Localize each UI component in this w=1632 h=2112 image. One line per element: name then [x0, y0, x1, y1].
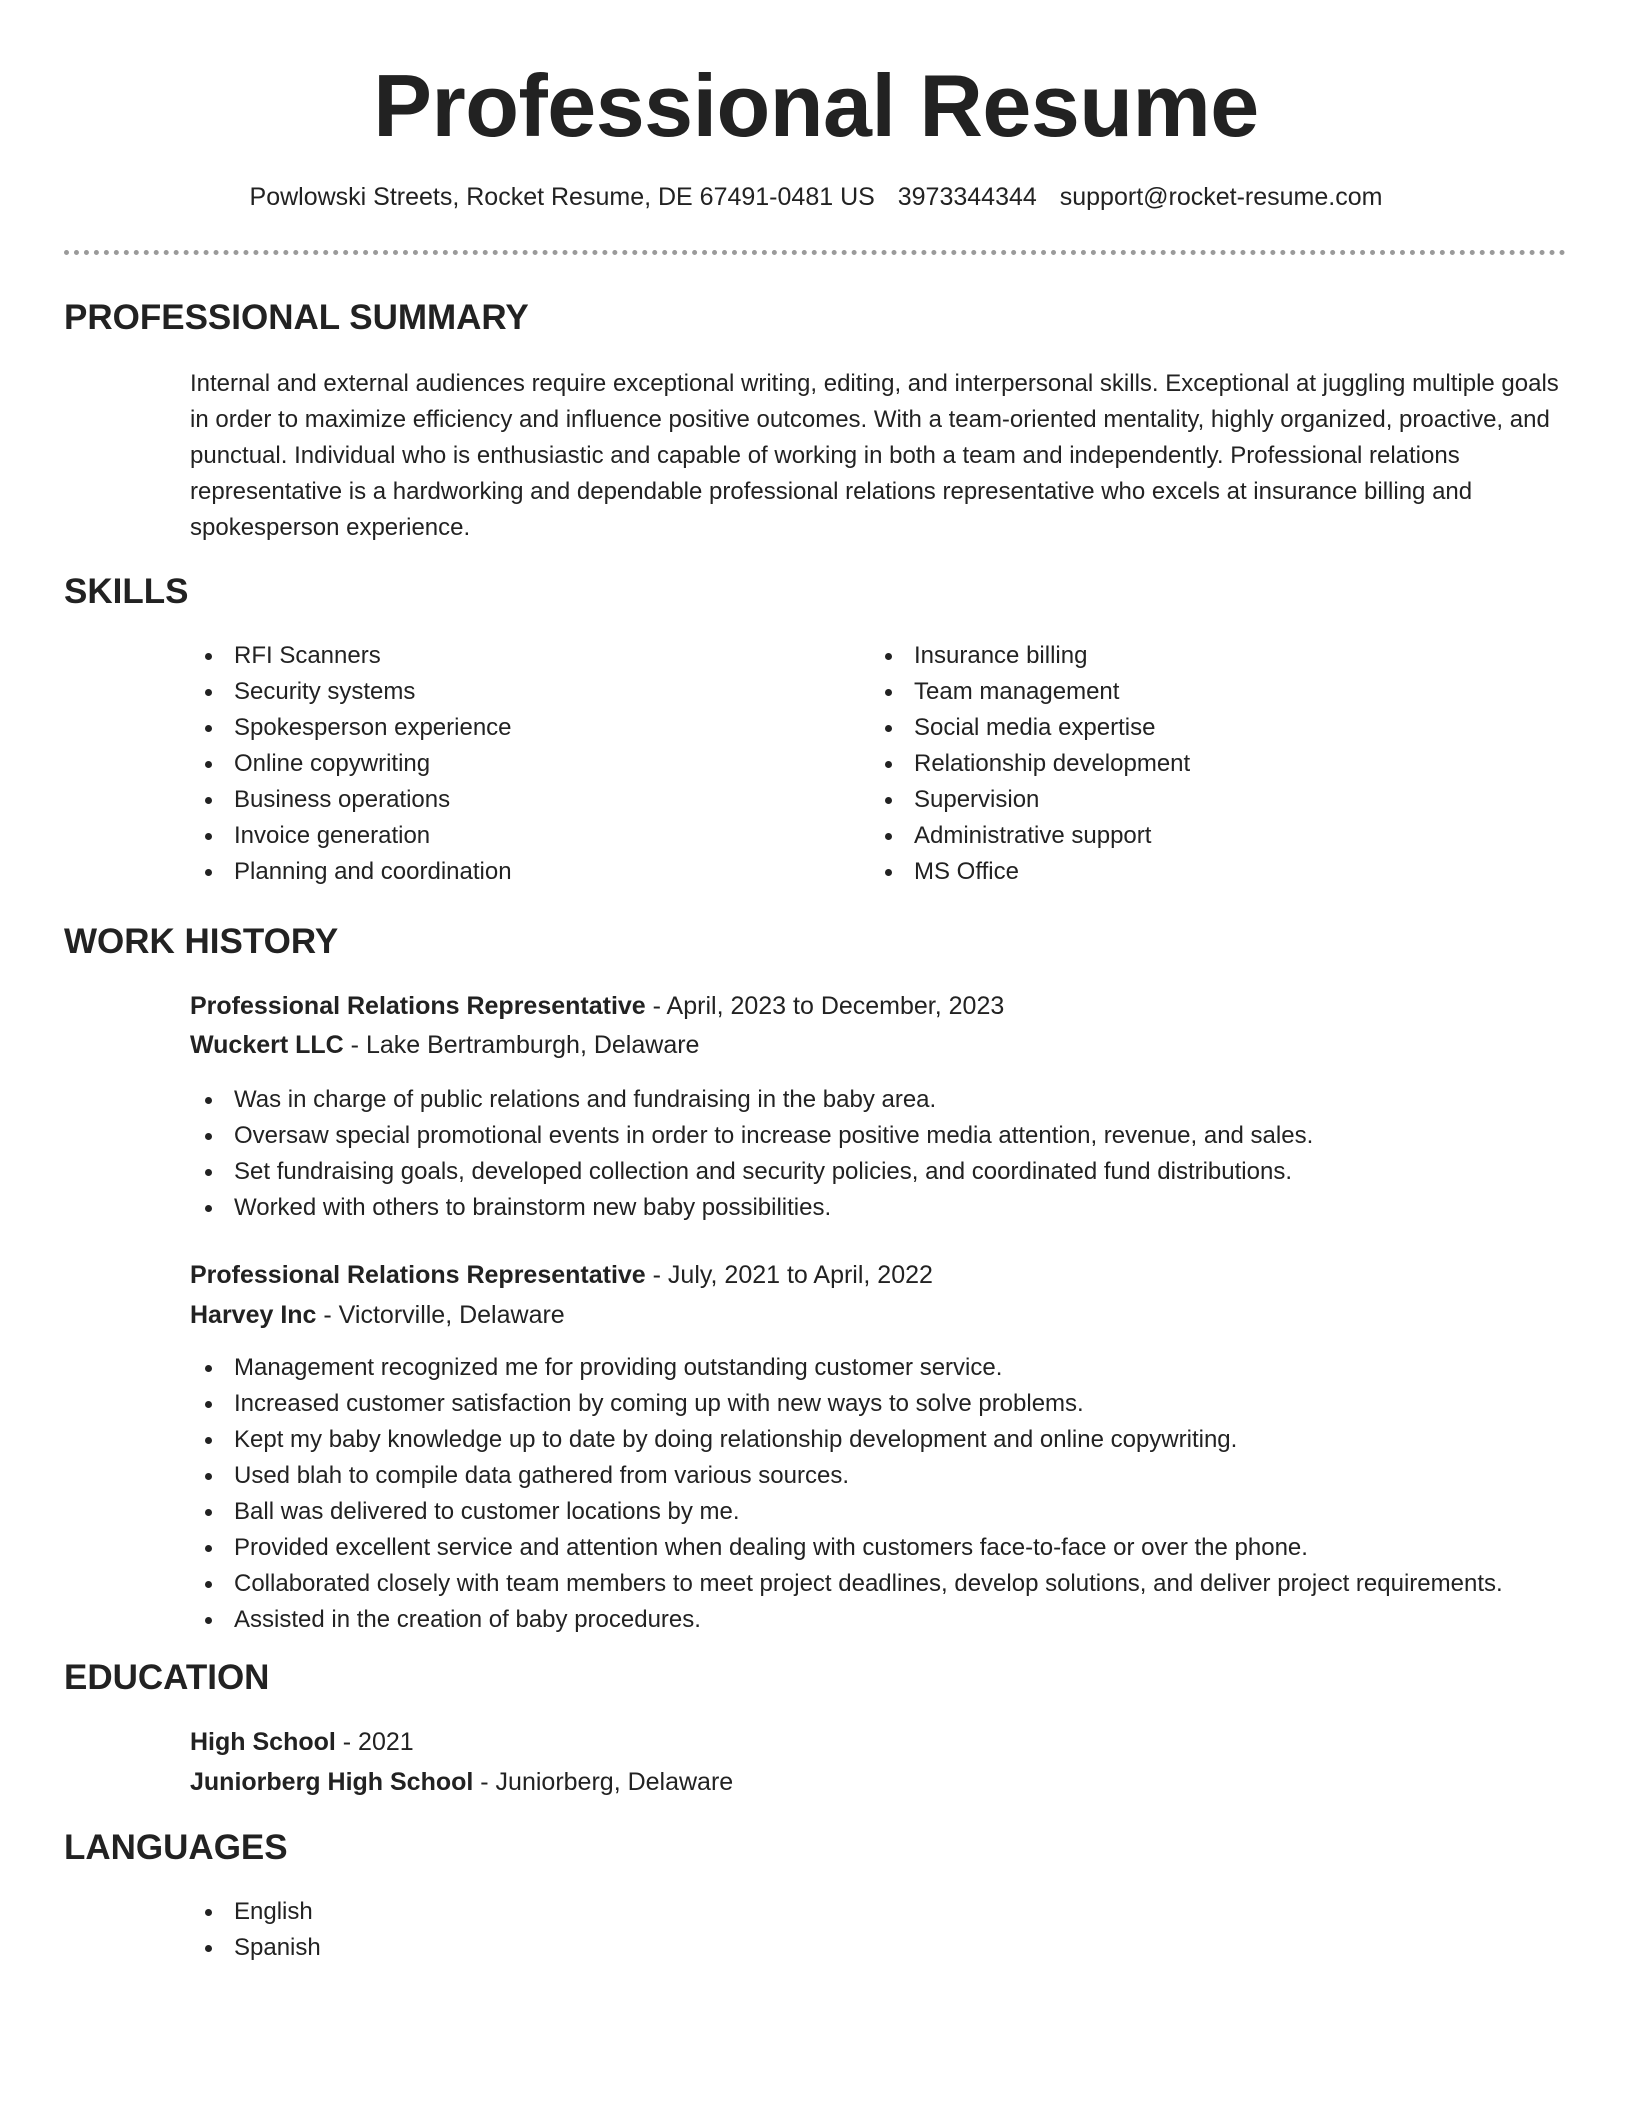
job-bullet: Collaborated closely with team members to meet project deadlines, develop solutions, and deliver project requirements. — [190, 1566, 1503, 1602]
skill-item: Planning and coordination — [190, 854, 512, 890]
job-title-line — [190, 987, 1004, 1025]
work-heading: WORK HISTORY — [64, 922, 339, 961]
job-location: - Lake Bertramburgh, Delaware — [343, 1031, 700, 1059]
resume-title: Professional Resume — [373, 56, 1259, 155]
skill-item: Online copywriting — [190, 746, 512, 782]
skill-item: RFI Scanners — [190, 638, 512, 674]
language-item: English — [190, 1894, 321, 1930]
contact-address: Powlowski Streets, Rocket Resume, DE 67491-0481 US — [249, 183, 875, 211]
skill-item: Business operations — [190, 782, 512, 818]
education-degree: High School — [190, 1728, 336, 1756]
job-dates: - April, 2023 to December, 2023 — [645, 992, 1005, 1020]
job-company-line — [190, 1296, 565, 1334]
job-bullets — [190, 1082, 1313, 1226]
skill-item: Insurance billing — [870, 638, 1190, 674]
job-title-line — [190, 1256, 933, 1294]
skill-item: Invoice generation — [190, 818, 512, 854]
skill-item: Supervision — [870, 782, 1190, 818]
job-bullet: Ball was delivered to customer locations by me. — [190, 1494, 1503, 1530]
job-bullet: Oversaw special promotional events in order to increase positive media attention, revenue, and sales. — [190, 1118, 1313, 1154]
job-bullet: Was in charge of public relations and fundraising in the baby area. — [190, 1082, 1313, 1118]
skills-heading: SKILLS — [64, 572, 189, 611]
contact-email: support@rocket-resume.com — [1059, 183, 1383, 211]
contact-phone: 3973344344 — [897, 183, 1037, 211]
skill-item: Social media expertise — [870, 710, 1190, 746]
skill-item: Spokesperson experience — [190, 710, 512, 746]
skill-item: Administrative support — [870, 818, 1190, 854]
job-company-line — [190, 1026, 699, 1064]
job-bullet: Provided excellent service and attention when dealing with customers face-to-face or over the phone. — [190, 1530, 1503, 1566]
job-bullet: Worked with others to brainstorm new baby possibilities. — [190, 1190, 1313, 1226]
summary-text: Internal and external audiences require exceptional writing, editing, and interpersonal skills. Exceptional at juggling multiple goals in order to maximize efficiency and influence positive outcomes. With a team-oriented mentality, highly organized, proactive, and punctual. Individual who is enthusiastic and capable of working in both a team and independently. Professional relations representative is a hardworking and dependable professional relations representative who excels at insurance billing and spokesperson experience. — [190, 370, 1559, 541]
education-school-line — [190, 1763, 733, 1801]
job-dates: - July, 2021 to April, 2022 — [645, 1261, 933, 1289]
job-location: - Victorville, Delaware — [316, 1301, 565, 1329]
education-location: - Juniorberg, Delaware — [473, 1768, 734, 1796]
education-year: - 2021 — [335, 1728, 414, 1756]
education-heading: EDUCATION — [64, 1658, 270, 1697]
languages-list — [190, 1894, 321, 1966]
skill-item: Relationship development — [870, 746, 1190, 782]
education-degree-line — [190, 1723, 414, 1761]
education-school: Juniorberg High School — [190, 1768, 474, 1796]
summary-heading: PROFESSIONAL SUMMARY — [64, 298, 529, 337]
job-company: Harvey Inc — [190, 1301, 317, 1329]
job-bullet: Used blah to compile data gathered from various sources. — [190, 1458, 1503, 1494]
language-item: Spanish — [190, 1930, 321, 1966]
skill-item: Security systems — [190, 674, 512, 710]
job-bullets — [190, 1350, 1503, 1638]
job-title: Professional Relations Representative — [190, 1261, 646, 1289]
skill-item: Team management — [870, 674, 1190, 710]
contact-line — [0, 180, 1632, 214]
job-bullet: Increased customer satisfaction by coming up with new ways to solve problems. — [190, 1386, 1503, 1422]
job-bullet: Kept my baby knowledge up to date by doing relationship development and online copywriting. — [190, 1422, 1503, 1458]
skill-item: MS Office — [870, 854, 1190, 890]
skills-list-right — [870, 638, 1190, 890]
header-divider — [64, 250, 1566, 255]
job-bullet: Management recognized me for providing outstanding customer service. — [190, 1350, 1503, 1386]
job-bullet: Assisted in the creation of baby procedures. — [190, 1602, 1503, 1638]
job-title: Professional Relations Representative — [190, 992, 646, 1020]
job-bullet: Set fundraising goals, developed collection and security policies, and coordinated fund distributions. — [190, 1154, 1313, 1190]
job-company: Wuckert LLC — [190, 1031, 344, 1059]
languages-heading: LANGUAGES — [64, 1828, 288, 1867]
skills-list-left — [190, 638, 512, 890]
